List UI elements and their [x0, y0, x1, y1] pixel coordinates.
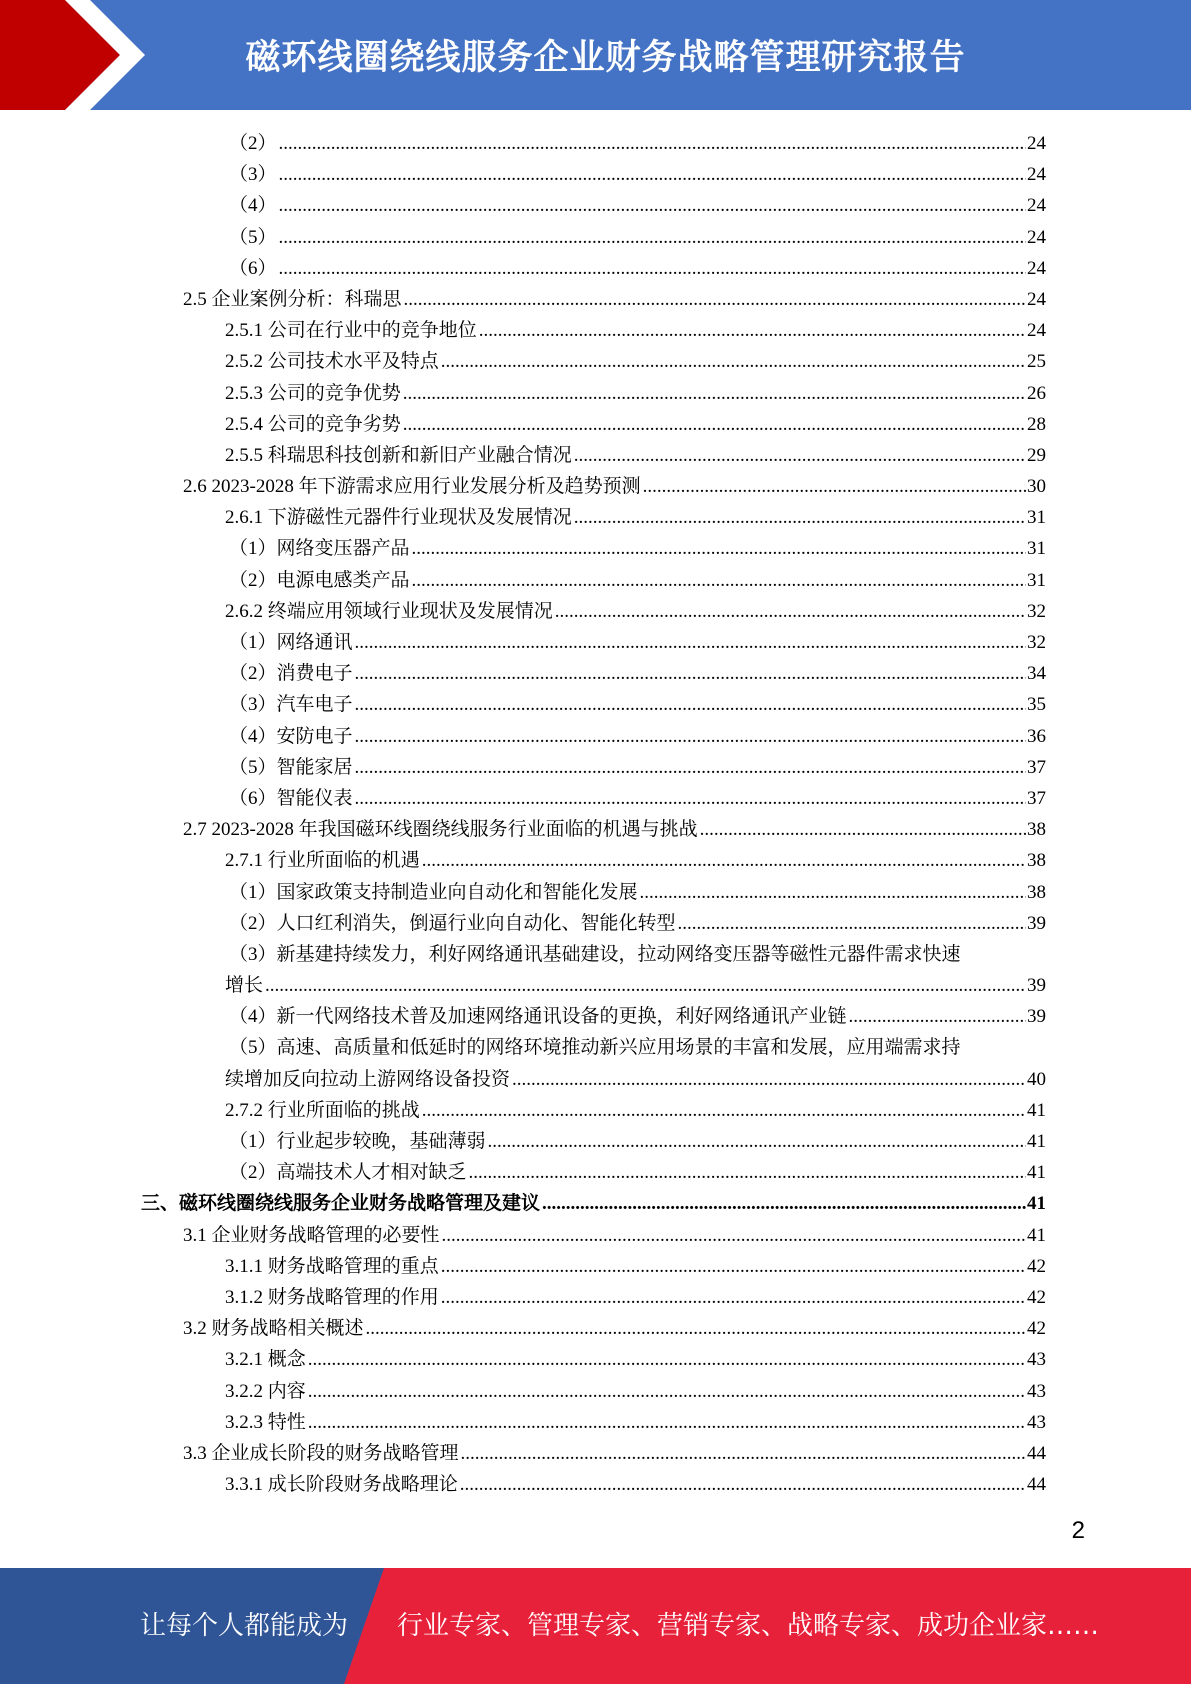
toc-entry[interactable] — [0, 1469, 1191, 1500]
toc-entry[interactable] — [0, 783, 1191, 814]
toc-page-number: 38 — [1027, 881, 1046, 903]
toc-page-number: 41 — [1027, 1099, 1046, 1121]
toc-entry-text: 2.5.5 科瑞思科技创新和新旧产业融合情况 — [225, 444, 572, 466]
toc-entry-text: 2.5.2 公司技术水平及特点 — [225, 351, 439, 373]
dot-leader — [488, 1126, 1026, 1157]
toc-page-number: 44 — [1027, 1474, 1046, 1496]
dot-leader — [441, 1282, 1026, 1313]
toc-entry-text: （2） — [229, 133, 277, 154]
toc-entry[interactable] — [0, 284, 1191, 315]
toc-entry-text: 2.6.2 终端应用领域行业现状及发展情况 — [225, 600, 553, 622]
dot-leader — [366, 1313, 1026, 1344]
toc-page-number: 43 — [1027, 1380, 1046, 1402]
dot-leader — [308, 1344, 1026, 1375]
toc-page-number: 38 — [1027, 819, 1046, 841]
toc-page-number: 41 — [1027, 1162, 1046, 1184]
toc-entry-text: 续增加反向拉动上游网络设备投资 — [225, 1068, 511, 1090]
dot-leader — [849, 1001, 1026, 1032]
toc-entry[interactable] — [0, 596, 1191, 627]
toc-entry[interactable] — [0, 627, 1191, 658]
dot-leader — [678, 908, 1026, 939]
dot-leader — [640, 877, 1026, 908]
toc-page-number: 24 — [1027, 226, 1046, 248]
toc-page-number: 37 — [1027, 787, 1046, 809]
toc-page-number: 41 — [1027, 1131, 1046, 1152]
dot-leader — [574, 502, 1026, 533]
toc-entry[interactable] — [0, 1376, 1191, 1407]
toc-page-number: 32 — [1027, 600, 1046, 622]
toc-entry-text: （3）汽车电子 — [229, 694, 353, 716]
toc-entry[interactable] — [0, 159, 1191, 190]
toc-entry-text: （6） — [229, 257, 277, 279]
dot-leader — [404, 284, 1026, 315]
footer-slogan-right: 行业专家、管理专家、营销专家、战略专家、成功企业家…… — [397, 1611, 1100, 1641]
toc-entry-text: （1）网络变压器产品 — [229, 538, 410, 560]
toc-entry[interactable] — [0, 253, 1191, 284]
dot-leader — [412, 565, 1026, 596]
toc-page-number: 24 — [1027, 133, 1046, 154]
toc-entry[interactable] — [0, 1126, 1191, 1157]
toc-entry[interactable] — [0, 689, 1191, 720]
toc-entry-text: 3.3 企业成长阶段的财务战略管理 — [183, 1442, 459, 1464]
dot-leader — [469, 1157, 1026, 1188]
toc-page-number: 43 — [1027, 1349, 1046, 1371]
toc-entry[interactable] — [0, 1032, 1191, 1094]
toc-entry-text: 3.2 财务战略相关概述 — [183, 1318, 364, 1340]
dot-leader — [460, 1469, 1026, 1500]
toc-entry[interactable] — [0, 721, 1191, 752]
dot-leader — [355, 752, 1026, 783]
toc-entry-text: （1）行业起步较晚，基础薄弱 — [229, 1131, 486, 1152]
toc-page-number: 31 — [1027, 538, 1046, 560]
dot-leader — [265, 970, 1026, 1001]
toc-page-number: 29 — [1027, 444, 1046, 466]
toc-entry-text: 2.6 2023-2028 年下游需求应用行业发展分析及趋势预测 — [183, 476, 641, 498]
toc-page-number: 42 — [1027, 1255, 1046, 1277]
toc-entry-text: 2.6.1 下游磁性元器件行业现状及发展情况 — [225, 507, 572, 529]
toc-page-number: 42 — [1027, 1286, 1046, 1308]
dot-leader — [355, 658, 1026, 689]
toc-entry[interactable] — [0, 128, 1191, 159]
dot-leader — [441, 1251, 1026, 1282]
toc-entry-text: 三、磁环线圈绕线服务企业财务战略管理及建议 — [141, 1193, 541, 1215]
dot-leader — [422, 845, 1026, 876]
toc-entry-text: （4） — [229, 195, 277, 217]
toc-entry[interactable] — [0, 565, 1191, 596]
dot-leader — [403, 409, 1026, 440]
report-title: 磁环线圈绕线服务企业财务战略管理研究报告 — [245, 38, 966, 78]
toc-entry[interactable] — [0, 1251, 1191, 1282]
toc-page-number: 39 — [1027, 912, 1046, 934]
footer-banner — [0, 1568, 1191, 1684]
toc-entry-text-line1: （3）新基建持续发力，利好网络通讯基础建设，拉动网络变压器等磁性元器件需求快速 — [229, 943, 961, 965]
toc-page-number: 24 — [1027, 288, 1046, 310]
dot-leader — [542, 1188, 1026, 1219]
toc-entry[interactable] — [0, 939, 1191, 1001]
toc-page-number: 24 — [1027, 195, 1046, 217]
header-banner — [0, 0, 1191, 110]
dot-leader — [555, 596, 1026, 627]
toc-page-number: 39 — [1027, 1006, 1046, 1028]
toc-page-number: 37 — [1027, 756, 1046, 778]
toc-entry-text: （5）智能家居 — [229, 756, 353, 778]
toc-entry-text: 2.7 2023-2028 年我国磁环线圈绕线服务行业面临的机遇与挑战 — [183, 819, 698, 841]
toc-entry-text: （1）国家政策支持制造业向自动化和智能化发展 — [229, 881, 638, 903]
dot-leader — [441, 346, 1026, 377]
toc-entry-text: 2.5.4 公司的竞争劣势 — [225, 413, 401, 435]
toc-page-number: 30 — [1027, 476, 1046, 498]
toc-entry[interactable] — [0, 1001, 1191, 1032]
dot-leader — [279, 159, 1026, 190]
toc-entry[interactable] — [0, 1282, 1191, 1313]
toc-entry-text: （2）高端技术人才相对缺乏 — [229, 1162, 467, 1184]
toc-entry-text: （4）新一代网络技术普及加速网络通讯设备的更换，利好网络通讯产业链 — [229, 1006, 847, 1028]
toc-entry-text: 3.1.1 财务战略管理的重点 — [225, 1255, 439, 1277]
toc-entry-text: （2）电源电感类产品 — [229, 569, 410, 591]
toc-entry-text: 3.2.3 特性 — [225, 1411, 306, 1433]
toc-entry[interactable] — [0, 502, 1191, 533]
toc-entry[interactable] — [0, 222, 1191, 253]
toc-entry[interactable] — [0, 409, 1191, 440]
toc-entry[interactable] — [0, 814, 1191, 845]
dot-leader — [479, 315, 1026, 346]
toc-page-number: 31 — [1027, 507, 1046, 529]
toc-entry[interactable] — [0, 1438, 1191, 1469]
toc-page-number: 34 — [1027, 663, 1046, 685]
toc-entry[interactable] — [0, 378, 1191, 409]
toc-entry-text: 3.3.1 成长阶段财务战略理论 — [225, 1474, 458, 1496]
toc-entry-text: 2.5.3 公司的竞争优势 — [225, 382, 401, 404]
toc-entry-text-line1: （5）高速、高质量和低延时的网络环境推动新兴应用场景的丰富和发展，应用端需求持 — [229, 1037, 961, 1059]
toc-page-number: 40 — [1027, 1068, 1046, 1090]
dot-leader — [403, 378, 1026, 409]
dot-leader — [308, 1407, 1026, 1438]
toc-entry[interactable] — [0, 877, 1191, 908]
toc-page-number: 24 — [1027, 257, 1046, 279]
toc-entry-text: （2）人口红利消失，倒逼行业向自动化、智能化转型 — [229, 912, 676, 934]
toc-entry-text: 3.2.2 内容 — [225, 1380, 306, 1402]
toc-entry-text: 3.1 企业财务战略管理的必要性 — [183, 1224, 440, 1246]
toc-entry-text: 2.5.1 公司在行业中的竞争地位 — [225, 320, 477, 342]
toc-page-number: 32 — [1027, 632, 1046, 653]
toc-entry[interactable] — [0, 190, 1191, 221]
dot-leader — [355, 689, 1026, 720]
toc-entry[interactable] — [0, 533, 1191, 564]
toc-entry-text: （6）智能仪表 — [229, 787, 353, 809]
toc-page-number: 35 — [1027, 694, 1046, 716]
toc-entry[interactable] — [0, 1095, 1191, 1126]
dot-leader — [279, 128, 1026, 159]
dot-leader — [700, 814, 1026, 845]
toc-entry[interactable] — [0, 1157, 1191, 1188]
dot-leader — [308, 1376, 1026, 1407]
dot-leader — [643, 471, 1026, 502]
toc-page-number: 41 — [1027, 1193, 1046, 1215]
toc-page-number: 24 — [1027, 164, 1046, 186]
toc-entry[interactable] — [0, 1188, 1191, 1219]
toc-entry-text: （1）网络通讯 — [229, 632, 353, 653]
toc-page-number: 39 — [1027, 975, 1046, 997]
dot-leader — [355, 721, 1026, 752]
dot-leader — [412, 533, 1026, 564]
dot-leader — [422, 1095, 1026, 1126]
toc-page-number: 38 — [1027, 850, 1046, 872]
toc-page-number: 44 — [1027, 1442, 1046, 1464]
toc-entry-text: 2.7.2 行业所面临的挑战 — [225, 1099, 420, 1121]
toc-entry[interactable] — [0, 315, 1191, 346]
dot-leader — [355, 627, 1026, 658]
dot-leader — [574, 440, 1026, 471]
dot-leader — [279, 222, 1026, 253]
page-number: 2 — [1071, 1517, 1085, 1544]
dot-leader — [279, 190, 1026, 221]
toc-entry[interactable] — [0, 752, 1191, 783]
toc-page-number: 36 — [1027, 725, 1046, 747]
table-of-contents — [0, 128, 1191, 1500]
toc-entry-text: 增长 — [225, 975, 264, 997]
dot-leader — [442, 1220, 1026, 1251]
toc-entry[interactable] — [0, 1344, 1191, 1375]
dot-leader — [461, 1438, 1026, 1469]
toc-entry-text: （3） — [229, 164, 277, 186]
toc-entry-text: （5） — [229, 226, 277, 248]
toc-entry-text: 3.2.1 概念 — [225, 1349, 306, 1371]
toc-page-number: 41 — [1027, 1224, 1046, 1246]
toc-entry-text: 2.7.1 行业所面临的机遇 — [225, 850, 420, 872]
toc-page-number: 28 — [1027, 413, 1046, 435]
dot-leader — [279, 253, 1026, 284]
toc-entry[interactable] — [0, 908, 1191, 939]
toc-page-number: 31 — [1027, 569, 1046, 591]
toc-entry-text: （2）消费电子 — [229, 663, 353, 685]
dot-leader — [512, 1064, 1026, 1095]
toc-entry[interactable] — [0, 1220, 1191, 1251]
toc-page-number: 25 — [1027, 351, 1046, 373]
toc-page-number: 26 — [1027, 382, 1046, 404]
toc-page-number: 42 — [1027, 1318, 1046, 1340]
toc-entry-text: 3.1.2 财务战略管理的作用 — [225, 1286, 439, 1308]
toc-entry-text: （4）安防电子 — [229, 725, 353, 747]
toc-entry[interactable] — [0, 658, 1191, 689]
toc-page-number: 43 — [1027, 1411, 1046, 1433]
toc-page-number: 24 — [1027, 320, 1046, 342]
dot-leader — [355, 783, 1026, 814]
toc-entry[interactable] — [0, 346, 1191, 377]
toc-entry[interactable] — [0, 845, 1191, 876]
toc-entry[interactable] — [0, 1407, 1191, 1438]
toc-entry[interactable] — [0, 471, 1191, 502]
toc-entry[interactable] — [0, 440, 1191, 471]
footer-slogan-left: 让每个人都能成为 — [140, 1611, 349, 1641]
toc-entry[interactable] — [0, 1313, 1191, 1344]
toc-entry-text: 2.5 企业案例分析：科瑞思 — [183, 288, 402, 310]
